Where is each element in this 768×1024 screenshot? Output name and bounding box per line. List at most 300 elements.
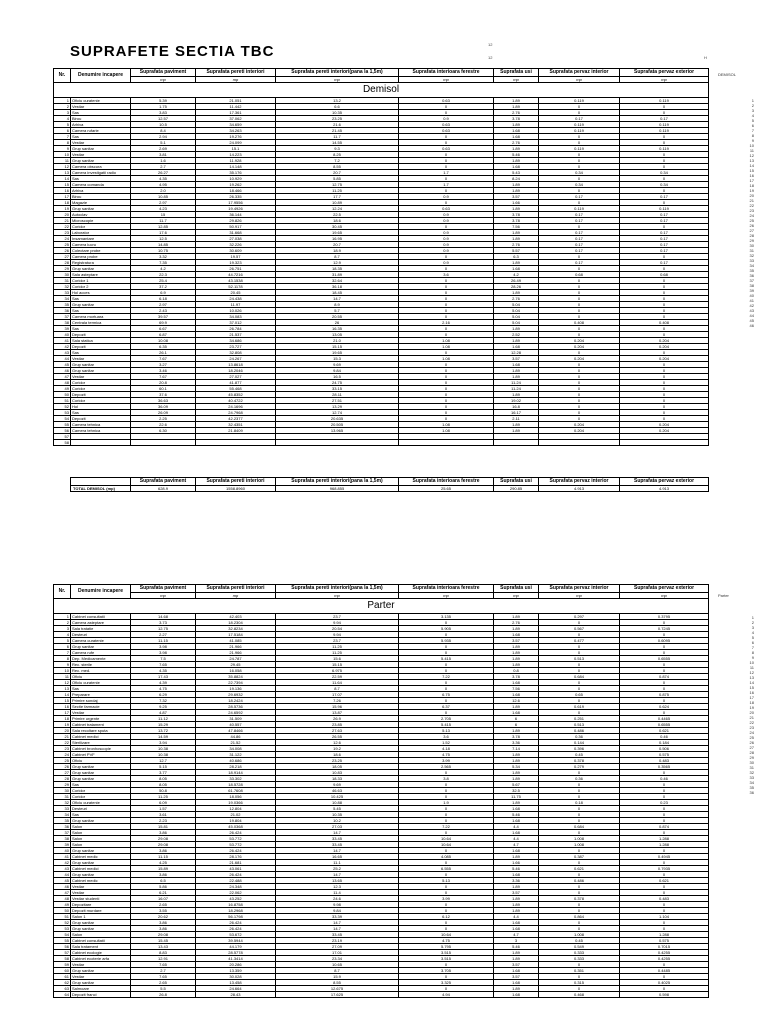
cell-value: 1.68 [494,830,539,836]
cell-value: 1.68 [494,980,539,986]
row-number: 40 [54,332,71,338]
room-name: Grup sanitar [71,368,131,374]
cell-value: 15.45 [131,938,196,944]
cell-value: 45.0368 [196,824,276,830]
side-row-number: 38 [749,283,754,288]
cell-value: 0 [399,908,494,914]
cell-value: 17.625 [276,992,399,998]
col-denumire: Denumire incapere [71,585,131,599]
cell-value: 7.35 [131,260,196,266]
cell-value: 3 [494,938,539,944]
cell-value: 21.8409 [196,428,276,434]
row-number: 16 [54,704,71,710]
cell-value: 0 [620,686,709,692]
demisol-row-index [718,72,758,328]
cell-value: 0 [620,368,709,374]
row-number: 56 [54,428,71,434]
cell-value: 5.46 [494,866,539,872]
cell-value: 0 [539,296,620,302]
cell-value: 12.75 [131,626,196,632]
side-row-number: 45 [749,318,754,323]
cell-value: 3.57 [494,890,539,896]
cell-value: 1.68 [494,848,539,854]
row-number: 18 [54,716,71,722]
side-row-number: 34 [749,263,754,268]
cell-value: 11.24 [494,386,539,392]
cell-value: 7.56 [494,224,539,230]
cell-value: 3.86 [131,920,196,926]
cell-value: 7.65 [131,662,196,668]
side-row-number: 17 [749,178,754,183]
cell-value: 0 [399,818,494,824]
cell-value: 0.63 [399,122,494,128]
cell-value: 10.2 [276,818,399,824]
cell-value: 3.86 [131,926,196,932]
side-row-number: 8 [751,133,754,138]
cell-value: 26.49 [494,278,539,284]
cell-value: 0 [399,134,494,140]
cell-value: 27.038 [196,236,276,242]
cell-value: 27.03 [276,824,399,830]
room-name: Vestiar [71,104,131,110]
top-mark: 12 [488,55,493,60]
col-pereti-15: Suprafata pereti interiori(pana la 1,5m) [276,69,399,77]
side-row-number: 40 [749,293,754,298]
cell-value: 36.18 [276,284,399,290]
col-nr: Nr. [54,69,71,83]
cell-value: 26.424 [196,848,276,854]
row-number: 37 [54,830,71,836]
cell-value: 12.74 [276,410,399,416]
cell-value: 0.204 [539,428,620,434]
cell-value: 0 [539,350,620,356]
demisol-total-table [70,477,709,492]
row-number: 9 [54,146,71,152]
row-number: 50 [54,908,71,914]
col-usi: Suprafata usi [494,585,539,593]
cell-value: 27.63 [276,728,399,734]
cell-value: 33.45 [276,842,399,848]
cell-value: 0 [620,860,709,866]
row-number: 64 [54,992,71,998]
cell-value: 29.6932 [196,692,276,698]
row-number: 22 [54,740,71,746]
cell-value: 21.6 [276,122,399,128]
total-spacer [71,478,131,486]
unit-label: mp [196,77,276,83]
col-pereti: Suprafata pereti interiori [196,585,276,593]
cell-value: 9.94 [276,632,399,638]
cell-value: 4.23 [131,206,196,212]
cell-value: 1.89 [494,776,539,782]
cell-value: 11.7 [276,134,399,140]
cell-value: 26 [276,320,399,326]
cell-value: 0 [399,392,494,398]
room-name: Sterilizare [71,740,131,746]
side-row-number: 27 [749,228,754,233]
cell-value: 2.0 [131,188,196,194]
total-value: 4.913 [620,486,709,492]
col-usi: Suprafata usi [494,69,539,77]
row-number: 57 [54,434,71,440]
room-name: Centrala termica [71,320,131,326]
cell-value: 20.45 [196,290,276,296]
room-name: Hol [71,404,131,410]
cell-value: 17.01 [276,950,399,956]
side-row-number: 35 [749,268,754,273]
room-name: Camera comanda [71,182,131,188]
cell-value: 39.57 [131,314,196,320]
cell-value: 1.68 [494,344,539,350]
cell-value: 9.84 [276,908,399,914]
cell-value: 0 [399,152,494,158]
cell-value: 0.9 [399,194,494,200]
row-number: 58 [54,440,71,446]
row-number: 53 [54,410,71,416]
cell-value: 0 [399,686,494,692]
cell-value: 3.99 [399,896,494,902]
cell-value: 0 [399,158,494,164]
cell-value: 0.9 [399,212,494,218]
cell-value: 0.279 [539,764,620,770]
cell-value: 0 [620,266,709,272]
room-name: Birou [71,194,131,200]
cell-value: 1.7 [399,182,494,188]
cell-value: 1.89 [494,146,539,152]
cell-value: 37.062 [196,116,276,122]
cell-value: 0 [539,770,620,776]
cell-value: 3.98 [131,650,196,656]
cell-value: 0 [620,404,709,410]
cell-value: 3.86 [131,830,196,836]
room-name: Rec. med. [71,668,131,674]
cell-value: 29.45 [196,662,276,668]
cell-value: 13.05 [276,332,399,338]
cell-value: 20.54 [276,626,399,632]
cell-value: 10.38 [131,752,196,758]
side-row-number: 4 [751,113,754,118]
row-number: 10 [54,152,71,158]
cell-value: 15.9 [276,974,399,980]
unit-label: mp [131,593,196,599]
side-row-number: 17 [749,695,754,700]
cell-value: 3.57 [494,356,539,362]
cell-value: 22.3 [131,272,196,278]
side-row-number: 34 [749,780,754,785]
room-name: Grup sanitar [71,266,131,272]
cell-value: 3.46 [131,368,196,374]
cell-value: 0.17 [620,260,709,266]
row-number: 16 [54,188,71,194]
row-number: 36 [54,308,71,314]
cell-value: 23.19 [276,938,399,944]
cell-value: 32.4351 [196,422,276,428]
cell-value: 0.624 [620,704,709,710]
cell-value: 1.68 [494,710,539,716]
col-ferestre: Suprafata interioara ferestre [399,478,494,486]
cell-value: 33.302 [196,776,276,782]
cell-value: 0.9 [399,230,494,236]
cell-value: 0 [539,152,620,158]
cell-value: 21.966 [196,644,276,650]
cell-value: 1.57 [131,806,196,812]
cell-value: 0 [620,152,709,158]
cell-value: 10.75 [131,248,196,254]
row-number: 8 [54,140,71,146]
cell-value: 17.9556 [196,200,276,206]
row-number: 2 [54,620,71,626]
cell-value: 0.333 [539,950,620,956]
cell-value: 1.75 [131,104,196,110]
cell-value: 26.751 [196,266,276,272]
room-name: Grup sanitar [71,818,131,824]
room-name: Primire sondaj [71,698,131,704]
cell-value: 41.877 [196,380,276,386]
cell-value: 0 [399,650,494,656]
cell-value: 2.7 [131,968,196,974]
cell-value [539,440,620,446]
cell-value: 15 [131,212,196,218]
cell-value: 10.026 [196,308,276,314]
side-row-number: 20 [749,710,754,715]
cell-value: 0 [539,788,620,794]
cell-value: 0 [620,290,709,296]
section-row [54,599,709,614]
cell-value: 0 [399,290,494,296]
cell-value: 13.72 [131,728,196,734]
cell-value: 15.1 [196,146,276,152]
cell-value: 13.8618 [196,362,276,368]
cell-value: 0.204 [539,344,620,350]
cell-value: 0 [399,278,494,284]
cell-value: 0 [399,266,494,272]
cell-value: 20.55 [276,314,399,320]
section-label-demisol: Demisol [54,83,709,98]
cell-value: 0.17 [620,116,709,122]
cell-value: 0.34 [539,170,620,176]
cell-value: 3.705 [399,968,494,974]
cell-value: 1.89 [494,902,539,908]
cell-value: 19.262 [196,182,276,188]
cell-value: 24.267 [196,356,276,362]
cell-value: 6.975 [276,668,399,674]
top-mark: 12 [488,42,493,47]
cell-value: 3.55 [131,908,196,914]
cell-value: 2.76 [494,242,539,248]
side-row-number: 13 [749,675,754,680]
col-ferestre: Suprafata interioara ferestre [399,69,494,77]
room-name: Sas [71,410,131,416]
cell-value: 0 [399,644,494,650]
cell-value: 1.89 [494,908,539,914]
cell-value: 2.76 [494,620,539,626]
side-row-number: 22 [749,203,754,208]
cell-value: 0.119 [539,98,620,104]
cell-value: 0.483 [620,896,709,902]
room-name: Salon [71,842,131,848]
row-number: 21 [54,218,71,224]
cell-value: 13.359 [196,968,276,974]
cell-value: 40.4722 [196,398,276,404]
cell-value: 27.09 [276,944,399,950]
cell-value: 8.05 [131,776,196,782]
room-name: Sectie farmacie [71,704,131,710]
room-name: Camera lucru [71,242,131,248]
cell-value: 0 [539,986,620,992]
side-row-number: 12 [749,153,754,158]
cell-value: 0.513 [539,656,620,662]
row-number: 49 [54,902,71,908]
cell-value: 6.29 [131,692,196,698]
room-name: Grup sanitar [71,146,131,152]
cell-value: 0 [620,302,709,308]
cell-value: 0 [539,872,620,878]
cell-value: 14.7 [276,848,399,854]
cell-value: 1.68 [494,128,539,134]
cell-value: 12.7 [131,758,196,764]
cell-value: 0.297 [539,614,620,620]
cell-value: 20.7 [276,242,399,248]
cell-value: 28.43 [196,992,276,998]
cell-value: 1.89 [494,854,539,860]
side-row-number: 23 [749,208,754,213]
row-number: 62 [54,980,71,986]
cell-value: 26.9 [276,716,399,722]
cell-value: 1.89 [494,896,539,902]
cell-value: 0.45 [539,752,620,758]
cell-value: 3.73 [131,620,196,626]
cell-value: 1.89 [494,728,539,734]
cell-value: 0 [539,830,620,836]
row-number: 7 [54,134,71,140]
cell-value: 0.17 [539,212,620,218]
cell-value: 19.4926 [196,206,276,212]
cell-value: 23.7 [276,638,399,644]
cell-value: 60.1 [131,386,196,392]
cell-value: 22.062 [196,890,276,896]
cell-value: 0 [399,188,494,194]
cell-value: 1.68 [494,920,539,926]
cell-value: 9.98 [276,902,399,908]
cell-value: 29.08 [131,836,196,842]
side-row-number: 2 [751,620,754,625]
room-name: Sas [71,812,131,818]
cell-value: 1.08 [399,428,494,434]
cell-value: 14.85 [131,242,196,248]
row-number: 44 [54,356,71,362]
cell-value: 20.505 [276,422,399,428]
side-row-number: 24 [749,730,754,735]
cell-value: 0 [620,962,709,968]
cell-value: 8.55 [276,164,399,170]
cell-value: 14.7 [276,872,399,878]
cell-value: 0 [539,326,620,332]
cell-value: 0 [399,974,494,980]
cell-value: 0.315 [539,980,620,986]
cell-value: 3.61 [131,812,196,818]
cell-value: 5.415 [399,722,494,728]
cell-value: 7.67 [131,356,196,362]
cell-value: 15.96 [276,704,399,710]
cell-value: 0 [539,290,620,296]
cell-value: 1.89 [494,614,539,620]
cell-value: 0 [620,410,709,416]
cell-value: 0.119 [539,128,620,134]
cell-value: 0 [539,140,620,146]
cell-value: 10.88 [276,800,399,806]
cell-value: 18.9144 [196,770,276,776]
cell-value: 0 [539,812,620,818]
cell-value: 0.6555 [620,722,709,728]
col-ferestre: Suprafata interioara ferestre [399,585,494,593]
cell-value: 0 [399,902,494,908]
cell-value: 14.68 [131,614,196,620]
cell-value: 0.9 [399,236,494,242]
cell-value: 25.4 [131,278,196,284]
row-number: 9 [54,662,71,668]
cell-value: 2.97 [131,302,196,308]
cell-value: 0 [620,224,709,230]
cell-value: 29.08 [131,842,196,848]
cell-value: 10.65 [276,962,399,968]
room-name: Sas [71,326,131,332]
cell-value: 28.11 [276,392,399,398]
row-number: 29 [54,782,71,788]
row-number: 20 [54,212,71,218]
side-row-number: 25 [749,735,754,740]
row-number: 40 [54,848,71,854]
cell-value: 0 [539,176,620,182]
room-name: Vestiar [71,884,131,890]
cell-value: 5.43 [494,170,539,176]
cell-value: 12.91 [131,956,196,962]
cell-value: 0 [539,686,620,692]
cell-value: 2.76 [494,110,539,116]
row-number: 35 [54,302,71,308]
side-row-number: 6 [751,123,754,128]
cell-value: 0 [399,164,494,170]
row-number: 42 [54,860,71,866]
cell-value: 1.89 [494,392,539,398]
cell-value: 3.99 [399,758,494,764]
cell-value: 0 [399,404,494,410]
row-number: 30 [54,272,71,278]
row-number: 47 [54,890,71,896]
cell-value: 28.5778 [196,950,276,956]
cell-value: 0.46 [620,734,709,740]
col-pervaz-ext: Suprafata pervaz exterior [620,585,709,593]
cell-value: 11.7 [131,218,196,224]
cell-value: 9.69 [276,782,399,788]
cell-value: 1.89 [494,770,539,776]
row-number: 61 [54,974,71,980]
cell-value: 0 [399,830,494,836]
cell-value: 10.38 [131,746,196,752]
cell-value: 37.012 [196,320,276,326]
cell-value: 0.575 [620,752,709,758]
row-number: 8 [54,656,71,662]
row-number: 26 [54,764,71,770]
cell-value: 4.39 [131,680,196,686]
cell-value: 1.89 [494,368,539,374]
cell-value: 5.46 [494,944,539,950]
room-name: Microscopie [71,218,131,224]
room-name: Vestiar [71,710,131,716]
room-name: Sas [71,134,131,140]
cell-value: 1.89 [494,236,539,242]
cell-value: 3.77 [131,770,196,776]
cell-value: 0.34 [620,170,709,176]
